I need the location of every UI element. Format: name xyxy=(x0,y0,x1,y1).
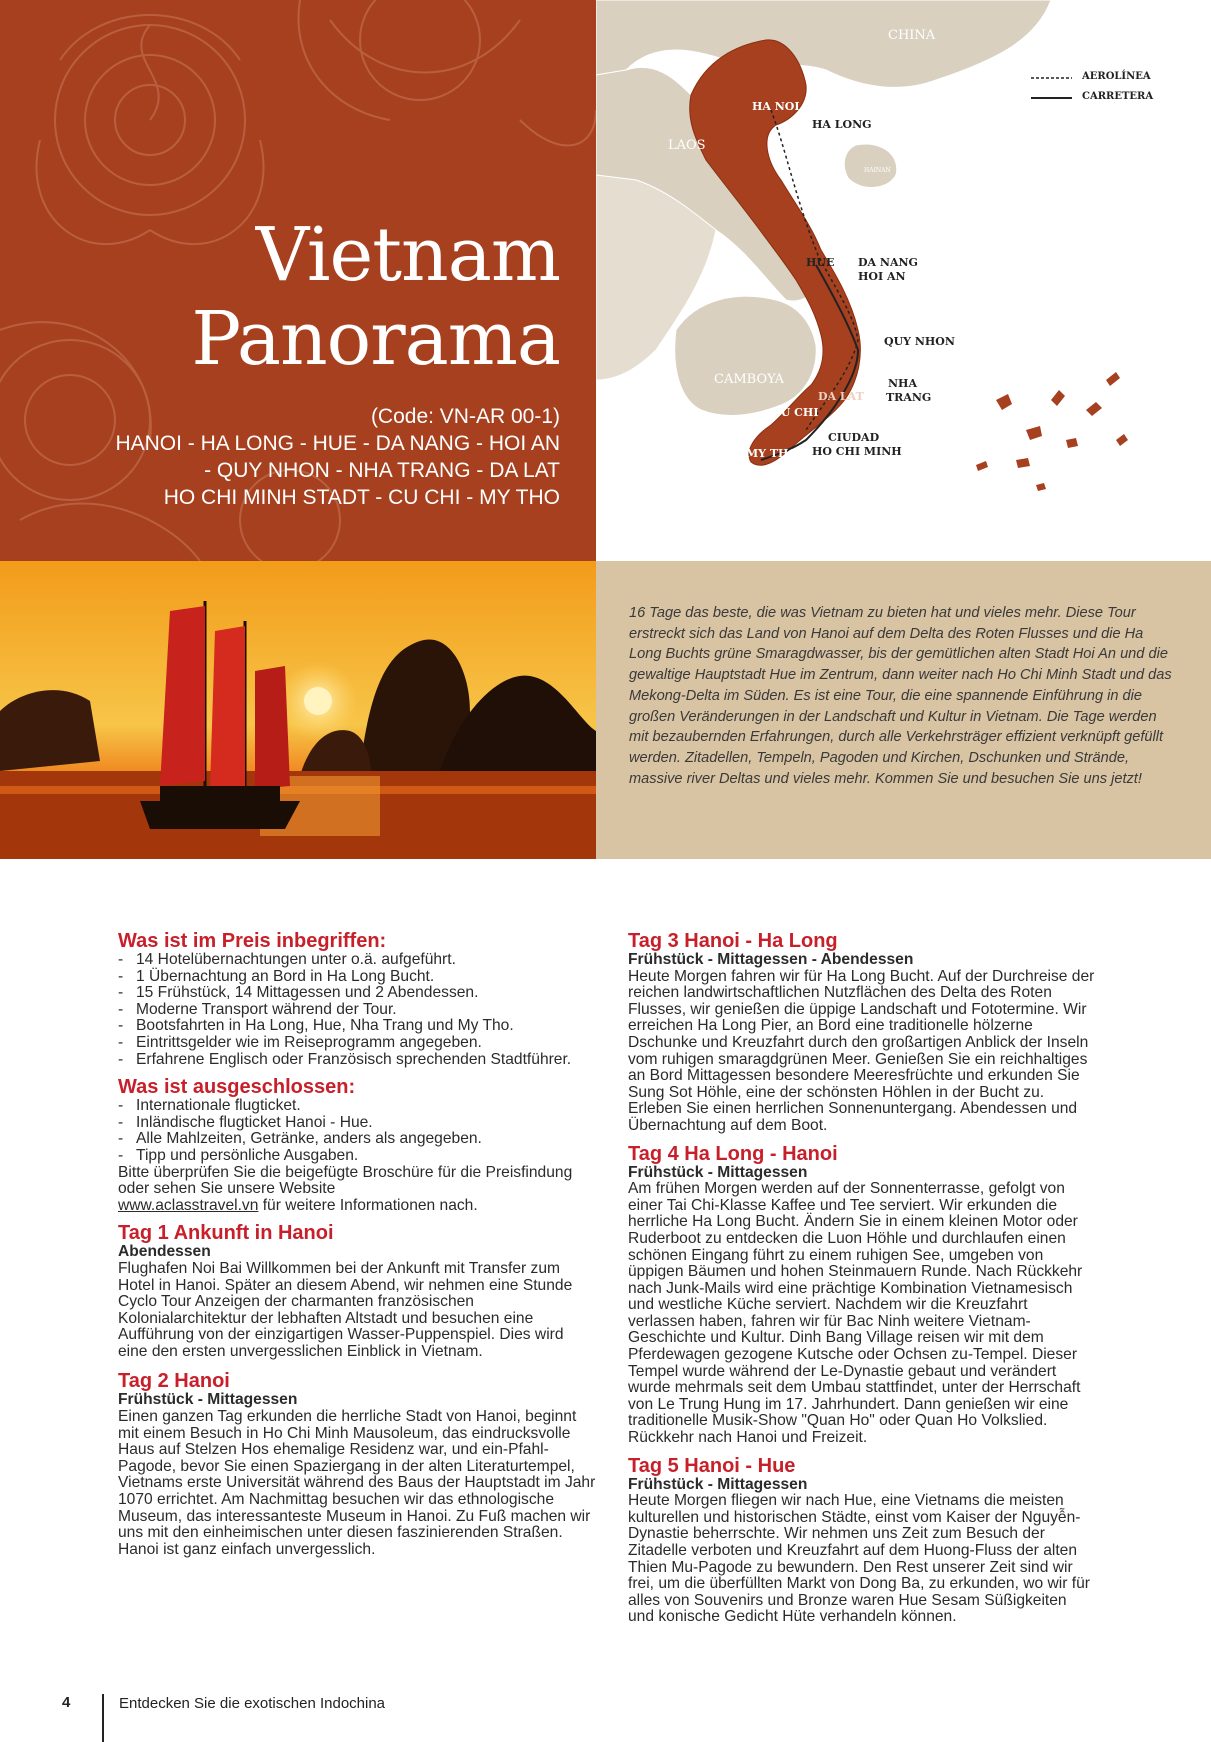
day-2-title: Tag 2 Hanoi xyxy=(118,1370,230,1393)
day-3-meals: Frühstück - Mittagessen - Abendessen xyxy=(628,951,914,968)
map-legend-road: CARRETERA xyxy=(1082,91,1154,102)
map-label-laos: LAOS xyxy=(668,138,706,153)
list-item: - 14 Hotelübernachtungen unter o.ä. aufgeführt. xyxy=(118,952,596,969)
footer-divider xyxy=(102,1694,104,1742)
day-1-meals: Abendessen xyxy=(118,1243,211,1261)
halong-junk-sunset-photo xyxy=(0,561,596,859)
map-label-quy-nhon: QUY NHON xyxy=(884,335,955,348)
pricing-note-text: Bitte überprüfen Sie die beigefügte Broschüre für die Preisfindung oder sehen Sie unsere Website xyxy=(118,1163,573,1198)
list-item: - Erfahrene Englisch oder Französisch sprechenden Stadtführer. xyxy=(118,1052,596,1069)
map-label-da-nang: DA NANG xyxy=(858,256,918,269)
excluded-list xyxy=(118,1098,596,1164)
map-label-ciudad: CIUDAD xyxy=(828,431,880,444)
map-label-ha-noi: HA NOI xyxy=(752,100,800,113)
page-title-line-2: Panorama xyxy=(191,296,560,382)
list-item: - Alle Mahlzeiten, Getränke, anders als angegeben. xyxy=(118,1131,596,1148)
map-label-trang: TRANG xyxy=(886,391,932,404)
list-item: - Eintrittsgelder wie im Reiseprogramm angegeben. xyxy=(118,1035,596,1052)
day-2-meals: Frühstück - Mittagessen xyxy=(118,1391,298,1409)
map-label-ho-chi-minh: HO CHI MINH xyxy=(812,445,902,458)
map-legend-airline: AEROLÍNEA xyxy=(1082,71,1151,82)
day-3-title: Tag 3 Hanoi - Ha Long xyxy=(628,930,838,952)
list-item: - Moderne Transport während der Tour. xyxy=(118,1002,596,1019)
route-line: HANOI - HA LONG - HUE - DA NANG - HOI AN xyxy=(115,432,560,455)
list-item: - Bootsfahrten in Ha Long, Hue, Nha Trang und My Tho. xyxy=(118,1018,596,1035)
map-label-my-tho: MY THO xyxy=(746,447,799,460)
title-panel xyxy=(0,0,596,561)
map-label-china: CHINA xyxy=(888,28,936,43)
pricing-note xyxy=(118,1165,596,1215)
route-map xyxy=(596,0,1211,561)
day-5-text: Heute Morgen fliegen wir nach Hue, eine Vietnams die meisten kulturellen und historischen Städte, einst vom Kaiser der Nguyễn-Dynastie beherrschte. Wir nehmen uns Zeit zum Besuch der Zitadelle verboten und Kreuzfahrt auf dem Huong-Fluss der alten Thien Mu-Pagode zu bewundern. Den Rest unserer Zeit sind wir frei, um die überfüllten Markt von Dong Ba, zu erkunden, wo wir für alles von Souvenirs und Bronze waren Hue Sesam Süßigkeiten und konische Gedicht Hüte verhandeln können. xyxy=(628,1492,1090,1626)
map-label-camboya: CAMBOYA xyxy=(714,372,785,387)
map-label-hoi-an: HOI AN xyxy=(858,270,906,283)
map-label-ha-long: HA LONG xyxy=(812,118,872,131)
tour-code: (Code: VN-AR 00-1) xyxy=(370,405,560,428)
day-3-text: Heute Morgen fahren wir für Ha Long Bucht. Auf der Durchreise der reichen landwirtschaftlichen Nutzflächen des Delta des Roten Flusses, wir genießen die üppige Landschaft und Fototermine. Wir erreichen Ha Long Pier, an Bord eine traditionelle hölzerne Dschunke und Kreuzfahrt durch den großartigen Anblick der Inseln vom ruhigen smaragdgrünen Meer. Genießen Sie ein reichhaltiges an Bord Mittagessen besondere Meeresfrüchte und erkunden Sie Sung Sot Höhle, eine der schönsten Höhlen in der Bucht zu. Erleben Sie einen herrlichen Sonnenuntergang. Abendessen und Übernachtung auf dem Boot. xyxy=(628,967,1095,1134)
list-item: - Inländische flugticket Hanoi - Hue. xyxy=(118,1115,596,1132)
included-title: Was ist im Preis inbegriffen: xyxy=(118,930,387,952)
list-item: - Tipp und persönliche Ausgaben. xyxy=(118,1148,596,1165)
pricing-note-tail: für weitere Informationen nach. xyxy=(258,1196,478,1214)
website-link[interactable]: www.aclasstravel.vn xyxy=(118,1196,259,1214)
map-label-cu-chi: CU CHI xyxy=(772,406,819,419)
footer-text: Entdecken Sie die exotischen Indochina xyxy=(119,1695,386,1712)
day-5-meals: Frühstück - Mittagessen xyxy=(628,1475,808,1493)
intro-box xyxy=(596,561,1211,859)
list-item: - 15 Frühstück, 14 Mittagessen und 2 Abendessen. xyxy=(118,985,596,1002)
map-label-nha: NHA xyxy=(888,377,917,390)
day-2-text: Einen ganzen Tag erkunden die herrliche Stadt von Hanoi, beginnt mit einem Besuch in Ho Chi Minh Mausoleum, das eindrucksvolle Haus auf Stelzen Hos ehemalige Residenz war, und ein-Pfahl-Pagode, bevor Sie einen Spaziergang in der alten Literaturtempel, Vietnams erste Universität während des Baus der Hauptstadt im Jahr 1070 errichtet. Am Nachmittag besuchen wir das ethnologische Museum, das interessanteste Museum in Hanoi. Zu Fuß machen wir uns mit den einheimischen unter diesen faszinierenden Straßen. Hanoi ist ganz einfach unvergesslich. xyxy=(118,1408,596,1558)
map-label-da-lat: DA LAT xyxy=(818,390,864,403)
day-4-title: Tag 4 Ha Long - Hanoi xyxy=(628,1142,838,1165)
day-4-text: Am frühen Morgen werden auf der Sonnenterrasse, gefolgt von einer Tai Chi-Klasse Kaffee und Tee serviert. Wir erkunden die herrliche Ha Long Bucht. Ändern Sie in einem kleinen Motor oder Ruderboot zu entdecken die Luon Höhle und durchlaufen einen schönen Eingang führt zu einem ruhigen See, umgeben von üppigen Bäumen und hohen Steinmauern Runde. Nach Rückkehr nach Junk-Mails wird eine prächtige Kombination Vietnamesisch und westliche Küche serviert. Nachdem wir die Kreuzfahrt verlassen haben, fahren wir für Bac Ninh weitere Vietnam-Geschichte und Kultur. Dinh Bang Village reisen wir mit dem Pferdewagen gezogene Kutsche oder Ochsen zu-Tempel. Dieser Tempel wurde während der Le-Dynastie gebaut und verändert wurde mehrmals seit dem Umbau stattfindet, unter der Herrschaft von Le Trung Hung im 17. Jahrhundert. Dann genießen wir eine traditionelle Musik-Show "Quan Ho" oder Quan Ho Volkslied. Rückkehr nach Hanoi und Freizeit. xyxy=(628,1180,1083,1447)
day-5-title: Tag 5 Hanoi - Hue xyxy=(628,1454,796,1477)
list-item: - Internationale flugticket. xyxy=(118,1098,596,1115)
sunset-illustration xyxy=(0,561,596,859)
day-1-text: Flughafen Noi Bai Willkommen bei der Ankunft mit Transfer zum Hotel in Hanoi. Später an diesem Abend, wir nehmen eine Stunde Cyclo Tour Anzeigen der charmanten französischen Kolonialarchitektur der lebhaften Altstadt und besuchen eine Aufführung von der einzigartigen Wasser-Puppenspiel. Dies wird eine den ersten unvergesslichen Einblick in Vietnam. xyxy=(118,1259,573,1360)
right-column xyxy=(628,930,1096,1626)
map-label-hue: HUE xyxy=(806,256,835,269)
day-1-title: Tag 1 Ankunft in Hanoi xyxy=(118,1222,334,1245)
excluded-title: Was ist ausgeschlossen: xyxy=(118,1076,356,1099)
page-number: 4 xyxy=(62,1694,71,1711)
route-line: HO CHI MINH STADT - CU CHI - MY THO xyxy=(163,486,560,509)
day-4-meals: Frühstück - Mittagessen xyxy=(628,1163,808,1181)
left-column xyxy=(118,930,596,1558)
included-list xyxy=(118,952,596,1068)
list-item: - 1 Übernachtung an Bord in Ha Long Bucht. xyxy=(118,969,596,986)
route-line: - QUY NHON - NHA TRANG - DA LAT xyxy=(204,459,560,482)
intro-text: 16 Tage das beste, die was Vietnam zu bieten hat und vieles mehr. Diese Tour erstreckt sich das Land von Hanoi auf dem Delta des Roten Flusses und die Ha Long Buchts grüne Smaragdwasser, bis der gemütlichen alten Stadt Hoi An und die gewaltige Hauptstadt Hue im Zentrum, dann weiter nach Ho Chi Minh Stadt und das Mekong-Delta im Süden. Es ist eine Tour, die eine spannende Einführung in die großen Veränderungen in der Landschaft und Kultur in Vietnam. Die Tage werden mit bezaubernden Erfahrungen, durch alle Verkehrsträger effizient verknüpft gefüllt werden. Zitadellen, Tempeln, Pagoden und Kirchen, Dschunken und Strände, massive river Deltas und vieles mehr. Kommen Sie und besuchen Sie uns jetzt! xyxy=(629,605,1172,787)
map-label-hainan: HAINAN xyxy=(864,167,891,174)
page-title-line-1: Vietnam xyxy=(255,212,560,298)
